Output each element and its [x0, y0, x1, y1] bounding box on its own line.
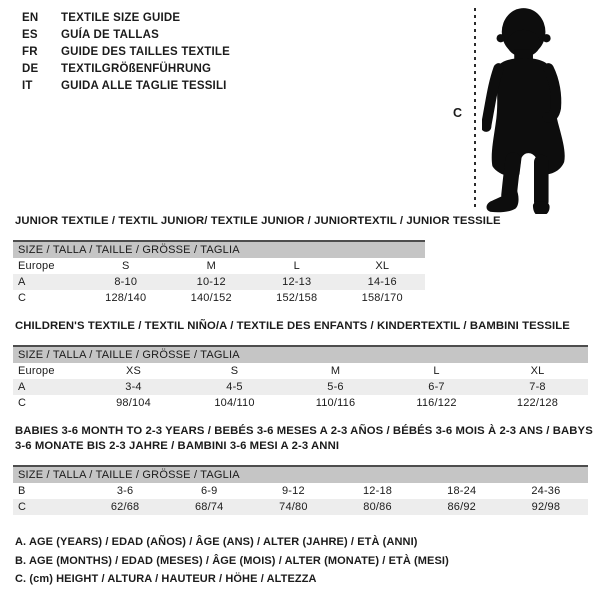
size-cell: 3-4: [125, 381, 142, 393]
section-title-junior: JUNIOR TEXTILE / TEXTIL JUNIOR/ TEXTILE JUNIOR / JUNIORTEXTIL / JUNIOR TESSILE: [15, 215, 501, 227]
list-item: [22, 77, 230, 94]
size-cell: 152/158: [276, 292, 318, 304]
size-cell: 8-10: [114, 276, 138, 288]
table-row: [13, 290, 425, 306]
size-cell: M: [206, 260, 216, 272]
section-title-children: CHILDREN'S TEXTILE / TEXTIL NIÑO/A / TEXTILE DES ENFANTS / KINDERTEXTIL / BAMBINI TESSILE: [15, 320, 570, 332]
size-cell: 4-5: [226, 381, 243, 393]
size-cell: 18-24: [447, 485, 477, 497]
language-code: EN: [22, 11, 39, 24]
size-cell: 62/68: [110, 501, 140, 513]
size-cell: S: [230, 365, 239, 377]
language-title: TEXTILGRÖßENFÜHRUNG: [61, 62, 212, 75]
size-table-children: [13, 345, 588, 411]
row-label: Europe: [18, 365, 55, 377]
size-cell: 122/128: [516, 397, 559, 409]
size-cell: 7-8: [529, 381, 546, 393]
footnote-a: A. AGE (YEARS) / EDAD (AÑOS) / ÂGE (ANS) / ALTER (JAHRE) / ETÀ (ANNI): [15, 536, 418, 548]
size-cell: L: [433, 365, 440, 377]
size-cell: 6-7: [428, 381, 445, 393]
size-cell: 104/110: [214, 397, 255, 409]
row-label: B: [18, 485, 26, 497]
size-cell: 5-6: [327, 381, 344, 393]
height-measure-label: C: [453, 106, 463, 120]
row-label: C: [18, 501, 27, 513]
size-cell: XS: [125, 365, 142, 377]
size-header-band: SIZE / TALLA / TAILLE / GRÖSSE / TAGLIA: [13, 465, 588, 483]
size-table-babies: [13, 465, 588, 515]
row-label: C: [18, 397, 27, 409]
size-cell: 68/74: [194, 501, 224, 513]
size-cell: 9-12: [281, 485, 305, 497]
size-cell: XL: [375, 260, 390, 272]
height-measure-dotted-line: [474, 8, 476, 211]
size-cell: 24-36: [531, 485, 561, 497]
size-cell: 74/80: [279, 501, 308, 513]
language-title: GUÍA DE TALLAS: [61, 28, 159, 41]
table-row: [13, 363, 588, 379]
size-cell: 158/170: [361, 292, 403, 304]
size-header-band: SIZE / TALLA / TAILLE / GRÖSSE / TAGLIA: [13, 240, 425, 258]
language-code: ES: [22, 28, 38, 41]
language-code: IT: [22, 79, 33, 92]
size-cell: 10-12: [196, 276, 226, 288]
row-label: A: [18, 381, 26, 393]
size-cell: 12-13: [282, 276, 312, 288]
row-label: A: [18, 276, 26, 288]
size-cell: 92/98: [531, 501, 561, 513]
size-cell: 98/104: [116, 397, 151, 409]
footnote-b: B. AGE (MONTHS) / EDAD (MESES) / ÂGE (MOIS) / ALTER (MONATE) / ETÀ (MESI): [15, 554, 449, 567]
size-cell: 3-6: [116, 485, 134, 497]
table-row: [13, 379, 588, 395]
language-title: TEXTILE SIZE GUIDE: [61, 11, 181, 24]
size-cell: 86/92: [447, 501, 476, 513]
size-table-junior: [13, 240, 425, 306]
toddler-silhouette-icon: [482, 6, 586, 214]
language-code: DE: [22, 62, 39, 75]
table-row: [13, 274, 425, 290]
table-row: [13, 258, 425, 274]
size-cell: 80/86: [363, 501, 392, 513]
size-cell: 12-18: [362, 485, 393, 497]
legend-footnotes: [15, 533, 449, 589]
size-cell: 128/140: [105, 292, 147, 304]
size-cell: 140/152: [190, 292, 232, 304]
size-cell: 14-16: [367, 276, 397, 288]
size-cell: 6-9: [200, 485, 218, 497]
language-title: GUIDA ALLE TAGLIE TESSILI: [61, 79, 227, 92]
size-cell: XL: [530, 365, 545, 377]
list-item: [22, 43, 230, 60]
size-cell: 110/116: [315, 397, 356, 409]
list-item: [22, 26, 230, 43]
size-header-band: SIZE / TALLA / TAILLE / GRÖSSE / TAGLIA: [13, 345, 588, 363]
size-cell: 116/122: [416, 397, 457, 409]
language-list: [22, 9, 230, 94]
footnote-c: C. (cm) HEIGHT / ALTURA / HAUTEUR / HÖHE / ALTEZZA: [15, 573, 317, 585]
list-item: [22, 60, 230, 77]
table-row: [13, 395, 588, 411]
language-title: GUIDE DES TAILLES TEXTILE: [61, 45, 230, 58]
size-cell: L: [293, 260, 300, 272]
size-cell: M: [330, 365, 341, 377]
section-title-babies: BABIES 3-6 MONTH TO 2-3 YEARS / BEBÉS 3-6 MESES A 2-3 AÑOS / BÉBÉS 3-6 MOIS À 2-3 ANS / BABYS 3-6 MONATE BIS 2-3 JAHRE / BAMBINI 3-6 MESI A 2-3 ANNI: [15, 425, 593, 452]
size-cell: S: [121, 260, 130, 272]
row-label: C: [18, 292, 27, 304]
table-row: [13, 499, 588, 515]
list-item: [22, 9, 230, 26]
table-row: [13, 483, 588, 499]
row-label: Europe: [18, 260, 55, 272]
language-code: FR: [22, 45, 38, 58]
